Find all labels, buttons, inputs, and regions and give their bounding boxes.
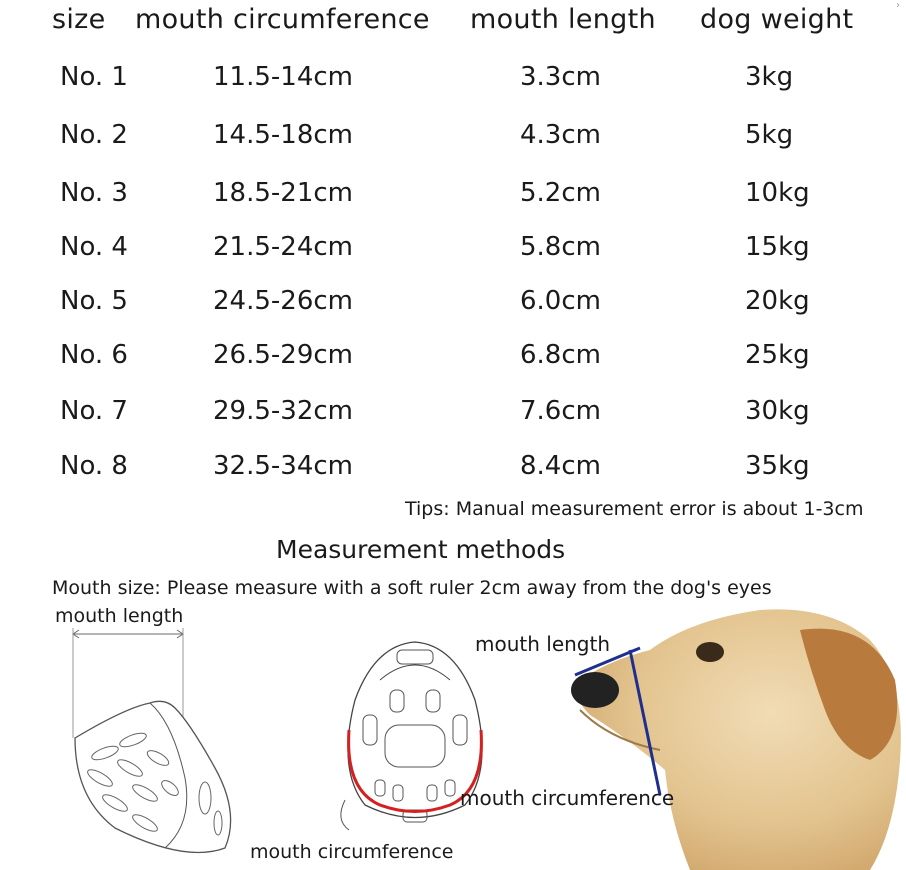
row-1-mouth-circumference: 11.5-14cm: [213, 62, 353, 92]
row-2-dog-weight: 5kg: [745, 120, 794, 150]
corner-mark: ›: [896, 0, 900, 11]
row-6-size: No. 6: [60, 340, 128, 370]
row-6-mouth-circumference: 26.5-29cm: [213, 340, 353, 370]
row-6-mouth-length: 6.8cm: [520, 340, 601, 370]
row-4-mouth-length: 5.8cm: [520, 232, 601, 262]
row-8-mouth-length: 8.4cm: [520, 451, 601, 481]
side-length-label: mouth length: [55, 605, 184, 627]
row-8-mouth-circumference: 32.5-34cm: [213, 451, 353, 481]
row-6-dog-weight: 25kg: [745, 340, 810, 370]
header-mouth-length: mouth length: [470, 4, 656, 35]
row-1-size: No. 1: [60, 62, 128, 92]
row-1-dog-weight: 3kg: [745, 62, 794, 92]
row-7-mouth-length: 7.6cm: [520, 396, 601, 426]
row-7-dog-weight: 30kg: [745, 396, 810, 426]
instruction-text: Mouth size: Please measure with a soft ruler 2cm away from the dog's eyes: [52, 577, 772, 599]
dog-photo: [570, 600, 906, 870]
methods-title: Measurement methods: [276, 535, 566, 564]
row-4-mouth-circumference: 21.5-24cm: [213, 232, 353, 262]
row-1-mouth-length: 3.3cm: [520, 62, 601, 92]
header-size: size: [52, 4, 106, 35]
tips-text: Tips: Manual measurement error is about 1-3cm: [405, 498, 864, 520]
row-7-mouth-circumference: 29.5-32cm: [213, 396, 353, 426]
row-2-mouth-circumference: 14.5-18cm: [213, 120, 353, 150]
row-5-dog-weight: 20kg: [745, 286, 810, 316]
row-8-size: No. 8: [60, 451, 128, 481]
row-5-mouth-length: 6.0cm: [520, 286, 601, 316]
dog-circumference-label: mouth circumference: [460, 786, 675, 810]
dog-length-label: mouth length: [475, 632, 611, 656]
row-3-size: No. 3: [60, 178, 128, 208]
front-circumference-label: mouth circumference: [250, 841, 454, 863]
row-5-mouth-circumference: 24.5-26cm: [213, 286, 353, 316]
row-3-dog-weight: 10kg: [745, 178, 810, 208]
muzzle-side-illustration: [55, 628, 255, 868]
row-5-size: No. 5: [60, 286, 128, 316]
row-4-dog-weight: 15kg: [745, 232, 810, 262]
row-2-size: No. 2: [60, 120, 128, 150]
row-3-mouth-circumference: 18.5-21cm: [213, 178, 353, 208]
row-8-dog-weight: 35kg: [745, 451, 810, 481]
header-mouth-circumference: mouth circumference: [135, 4, 430, 35]
header-dog-weight: dog weight: [700, 4, 854, 35]
row-4-size: No. 4: [60, 232, 128, 262]
row-3-mouth-length: 5.2cm: [520, 178, 601, 208]
row-2-mouth-length: 4.3cm: [520, 120, 601, 150]
row-7-size: No. 7: [60, 396, 128, 426]
